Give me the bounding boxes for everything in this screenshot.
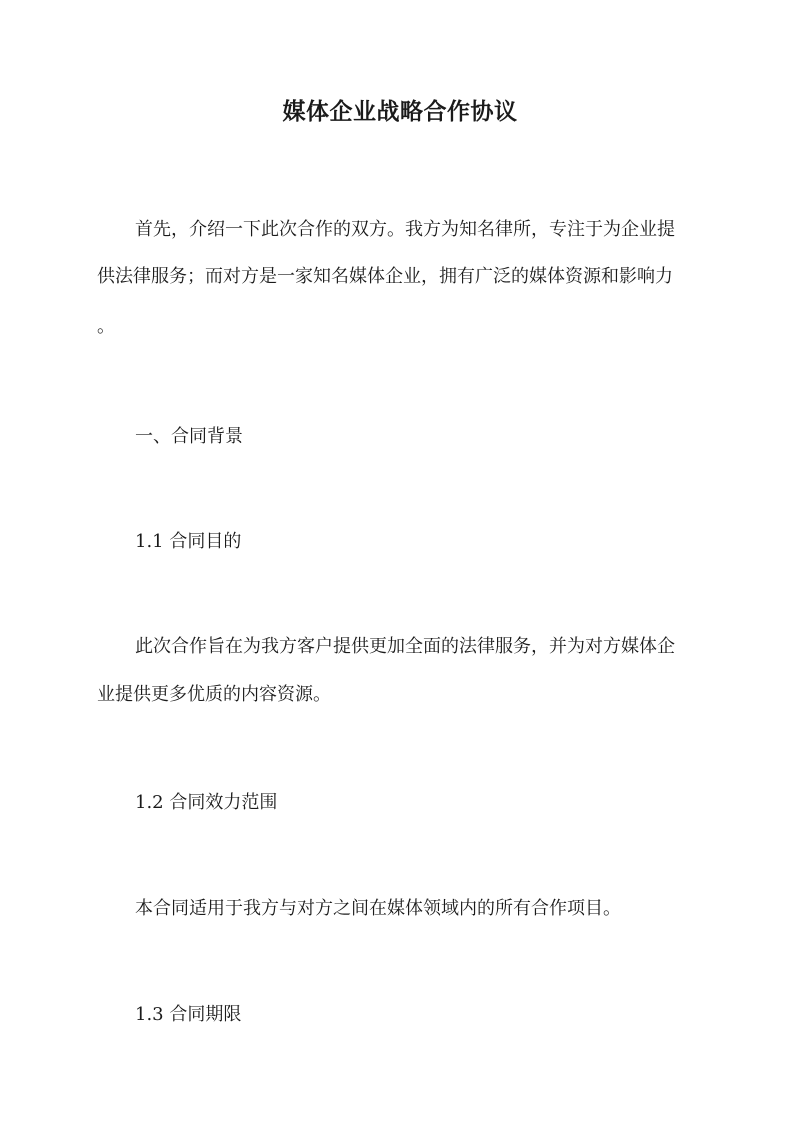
section-heading-background: 一、合同背景	[135, 426, 243, 447]
document-title: 媒体企业战略合作协议	[282, 98, 518, 125]
intro-line-2: 供法律服务；而对方是一家知名媒体企业，拥有广泛的媒体资源和影响力	[97, 266, 673, 287]
subsection-heading-purpose: 1.1 合同目的	[135, 531, 242, 552]
scope-line-1: 本合同适用于我方与对方之间在媒体领域内的所有合作项目。	[135, 898, 621, 919]
intro-line-1: 首先，介绍一下此次合作的双方。我方为知名律所，专注于为企业提	[135, 219, 675, 240]
purpose-line-1: 此次合作旨在为我方客户提供更加全面的法律服务，并为对方媒体企	[135, 636, 675, 657]
intro-line-3: 。	[97, 316, 115, 337]
subsection-heading-scope: 1.2 合同效力范围	[135, 792, 278, 813]
purpose-line-2: 业提供更多优质的内容资源。	[97, 684, 331, 705]
subsection-heading-term: 1.3 合同期限	[135, 1004, 242, 1025]
